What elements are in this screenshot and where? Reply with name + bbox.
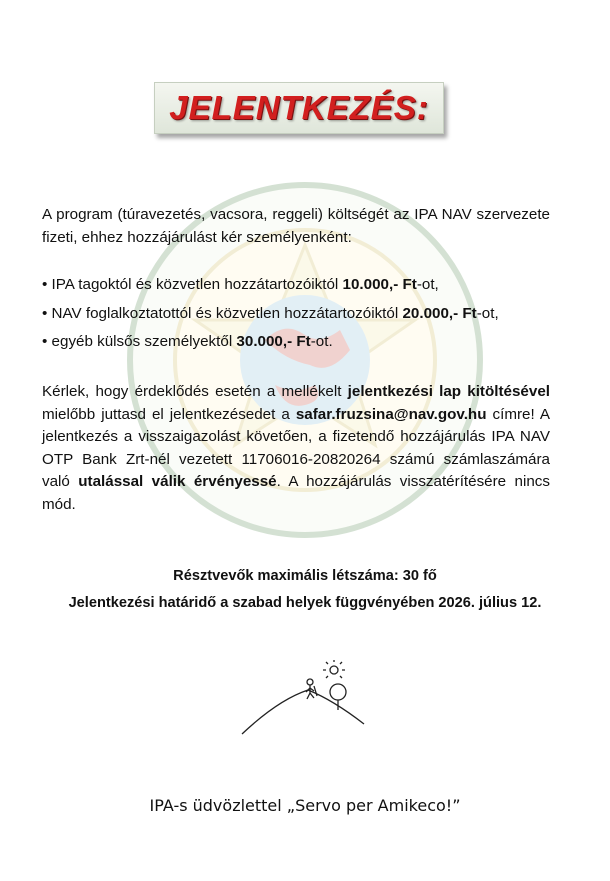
closing-greeting: IPA-s üdvözlettel „Servo per Amikeco!” (149, 796, 461, 815)
deadline: Jelentkezési határidő a szabad helyek függvényében 2026. július 12. (68, 595, 542, 611)
contribution-list (42, 274, 550, 360)
list-item: • IPA tagoktól és közvetlen hozzátartozóiktól 10.000,- Ft-ot, (42, 276, 439, 293)
max-participants: Résztvevők maximális létszáma: 30 fő (173, 568, 437, 584)
page-title: JELENTKEZÉS: (169, 89, 429, 126)
intro-paragraph: A program (túravezetés, vacsora, reggeli) költségét az IPA NAV szervezete fizeti, ehhez hozzájárulást kér személyenként: (42, 206, 550, 246)
email-link[interactable]: safar.fruzsina@nav.gov.hu (295, 405, 487, 423)
registration-paragraph: Kérlek, hogy érdeklődés esetén a mellékelt jelentkezési lap kitöltésével mielőbb juttasd el jelentkezésedet a safar.fruzsina@nav.gov.hu címre! A jelentkezés a visszaigazolást követően, a fizetendő hozzájárulás IPA NAV OTP Bank Zrt-nél vezetett 11706016-20820264 számú számlaszámára való utalással válik érvényessé. A hozzájárulás visszatérítésére nincs mód. (42, 383, 551, 513)
list-item: • NAV foglalkoztatottól és közvetlen hozzátartozóiktól 20.000,- Ft-ot, (42, 304, 499, 322)
hiker-on-hill-icon (238, 660, 368, 740)
list-item: • egyéb külsős személyektől 30.000,- Ft-ot. (42, 333, 333, 350)
title-banner (154, 82, 444, 134)
